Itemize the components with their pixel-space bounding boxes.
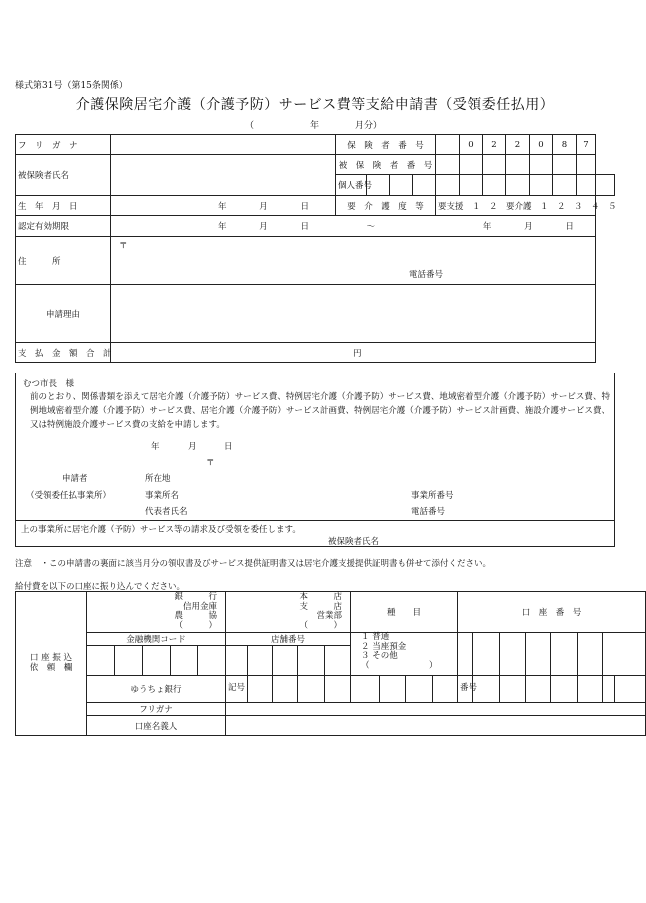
account-holder-label: 口座名義人: [87, 716, 226, 736]
personal-number-box[interactable]: [390, 175, 413, 196]
account-digit-box[interactable]: [551, 633, 578, 676]
office-name-label: 事業所名: [145, 491, 180, 501]
period-open: （: [245, 121, 255, 131]
personal-number-box[interactable]: [460, 175, 483, 196]
symbol-label: 記号: [226, 676, 248, 703]
decl-postal-mark: 〒: [206, 458, 215, 468]
bank-side-label: 口 座 振 込 依 頼 欄: [16, 592, 87, 736]
account-holder-input[interactable]: [226, 716, 646, 736]
attachment-note: 注意 ・この申請書の裏面に該当月分の領収書及びサービス提供証明書又は居宅介護支援提供証明書も併せて添付ください。: [15, 559, 492, 569]
institution-code-box[interactable]: [87, 646, 115, 676]
symbol-box[interactable]: [380, 676, 406, 703]
branch-code-box[interactable]: [226, 646, 248, 676]
period-month: 月分）: [355, 121, 383, 131]
decl-month: 月: [188, 442, 197, 452]
personal-number-box[interactable]: [483, 175, 506, 196]
yucho-label: ゆうちょ銀行: [87, 676, 226, 703]
reason-label: 申請理由: [16, 285, 111, 343]
yucho-number-box[interactable]: [551, 676, 578, 703]
symbol-box[interactable]: [298, 676, 325, 703]
yucho-number-box[interactable]: [526, 676, 551, 703]
insured-name-label: 被保険者氏名: [16, 155, 111, 196]
holder-furigana-input[interactable]: [226, 703, 646, 716]
symbol-box[interactable]: [248, 676, 273, 703]
valid-to-year: 年: [482, 222, 492, 232]
branch-code-box[interactable]: [248, 646, 273, 676]
branch-code-box[interactable]: [298, 646, 325, 676]
applicant-sub-label: （受領委任払事業所）: [26, 491, 112, 501]
symbol-box[interactable]: [406, 676, 433, 703]
address-field[interactable]: [111, 237, 596, 285]
personal-number-box[interactable]: [413, 175, 436, 196]
valid-to-month: 月: [524, 222, 533, 232]
symbol-box[interactable]: [433, 676, 458, 703]
account-digit-box[interactable]: [500, 633, 526, 676]
insured-number-box[interactable]: [553, 155, 577, 175]
valid-period-label: 認定有効期限: [16, 216, 111, 237]
insurer-digit-blank: [436, 135, 460, 155]
insured-number-box[interactable]: [436, 155, 460, 175]
insurer-digit: 0: [460, 135, 483, 155]
valid-from-year: 年: [218, 222, 227, 232]
holder-furigana-label: フリガナ: [87, 703, 226, 716]
insurer-number-label: 保 険 者 番 号: [336, 135, 436, 155]
applicant-label: 申請者: [62, 474, 88, 484]
addressee: むつ市長 様: [23, 379, 75, 389]
symbol-box[interactable]: [351, 676, 380, 703]
number-label: 番号: [458, 676, 473, 703]
birth-day: 日: [300, 201, 309, 212]
furigana-input[interactable]: [111, 135, 336, 155]
furigana-label: フ リ ガ ナ: [16, 135, 111, 155]
insured-number-box[interactable]: [483, 155, 506, 175]
personal-number-box[interactable]: [577, 175, 596, 196]
office-number-label: 事業所番号: [411, 491, 454, 501]
valid-period-field[interactable]: [111, 216, 596, 237]
delegation-text: 上の事業所に居宅介護（予防）サービス等の請求及び受領を委任します。: [21, 525, 301, 535]
declaration-box: [15, 373, 615, 547]
total-payment-label: 支 払 金 額 合 計: [16, 343, 111, 363]
care-level-options[interactable]: 要支援 １ ２ 要介護 １ ２ ３ ４ ５: [436, 196, 596, 216]
account-digit-box[interactable]: [603, 633, 646, 676]
insured-number-label: 被 保 険 者 番 号: [336, 155, 436, 175]
form-title: 介護保険居宅介護（介護予防）サービス費等支給申請書（受領委任払用）: [75, 97, 555, 113]
delegation-insured-name: 被保険者氏名: [328, 537, 380, 547]
branch-code-label: 店舗番号: [226, 633, 351, 646]
account-type-label: 種 目: [351, 592, 458, 633]
personal-number-box[interactable]: [436, 175, 460, 196]
birth-year: 年: [218, 201, 227, 212]
institution-code-box[interactable]: [115, 646, 143, 676]
location-label: 所在地: [145, 474, 171, 484]
insured-number-box[interactable]: [577, 155, 596, 175]
insurer-digit: 2: [483, 135, 506, 155]
insured-number-box[interactable]: [506, 155, 530, 175]
valid-from-month: 月: [259, 222, 268, 232]
insured-number-box[interactable]: [460, 155, 483, 175]
applicant-table: [15, 134, 615, 363]
branch-type-cell[interactable]: 本 店 支 店 営業部 （ ）: [226, 592, 351, 633]
account-number-label: 口 座 番 号: [458, 592, 646, 633]
birthdate-label: 生 年 月 日: [16, 196, 111, 216]
institution-code-label: 金融機関コード: [87, 633, 226, 646]
declaration-body: 前のとおり、関係書類を添えて居宅介護（介護予防）サービス費、特例居宅介護（介護予防）サービス費、地域密着型介護（介護予防）サービス費、特例地域密着型介護（介護予防）サービス費、居宅介護（介護予防）サービス計画費、特例居宅介護（介護予防）サービス計画費、施設介護サービス費、又は特例施設介護サービス費の支給を申請します。: [30, 392, 610, 430]
yucho-number-box[interactable]: [578, 676, 603, 703]
birthdate-field[interactable]: [111, 196, 336, 216]
declaration-divider: [16, 520, 614, 521]
period-tilde: ～: [366, 222, 376, 232]
address-label: 住 所: [16, 237, 111, 285]
account-digit-box[interactable]: [458, 633, 473, 676]
personal-number-box[interactable]: [530, 175, 553, 196]
bank-intro: 給付費を以下の口座に振り込んでください。: [15, 582, 186, 592]
account-digit-box[interactable]: [578, 633, 603, 676]
insured-number-box[interactable]: [530, 155, 553, 175]
decl-year: 年: [151, 442, 160, 452]
insurer-digit: 8: [553, 135, 577, 155]
yen-unit: 円: [353, 348, 362, 359]
institution-code-box[interactable]: [198, 646, 226, 676]
insurer-digit: 7: [577, 135, 596, 155]
bank-type-cell[interactable]: 銀 行 信用金庫 農 協 （ ）: [87, 592, 226, 633]
insurer-digit: 2: [506, 135, 530, 155]
account-digit-box[interactable]: [473, 633, 500, 676]
birth-month: 月: [259, 201, 268, 212]
period-year: 年: [310, 121, 320, 131]
reason-field[interactable]: [111, 285, 596, 343]
valid-from-day: 日: [300, 222, 309, 232]
branch-code-box[interactable]: [325, 646, 351, 676]
yucho-number-box[interactable]: [500, 676, 526, 703]
representative-label: 代表者氏名: [145, 507, 188, 517]
form-number: 様式第31号（第15条関係）: [15, 81, 128, 91]
yucho-number-box[interactable]: [615, 676, 646, 703]
institution-code-box[interactable]: [171, 646, 198, 676]
symbol-box[interactable]: [325, 676, 351, 703]
total-payment-field[interactable]: [111, 343, 596, 363]
decl-phone-label: 電話番号: [411, 507, 446, 517]
address-postal-mark: 〒: [119, 241, 128, 251]
personal-number-box[interactable]: [506, 175, 530, 196]
insurer-digit: 0: [530, 135, 553, 155]
symbol-box[interactable]: [273, 676, 298, 703]
account-type-options[interactable]: １ 普通 ２ 当座預金 ３ その他 （ ）: [351, 633, 458, 676]
personal-number-box[interactable]: [553, 175, 577, 196]
personal-number-label: 個人番号: [336, 175, 367, 196]
personal-number-box[interactable]: [596, 175, 615, 196]
valid-to-day: 日: [565, 222, 574, 232]
account-digit-box[interactable]: [526, 633, 551, 676]
insured-name-input[interactable]: [111, 155, 336, 196]
decl-day: 日: [224, 442, 233, 452]
care-level-label: 要 介 護 度 等: [336, 196, 436, 216]
branch-code-box[interactable]: [273, 646, 298, 676]
address-phone-label: 電話番号: [409, 270, 444, 280]
yucho-number-box[interactable]: [603, 676, 615, 703]
bank-transfer-table: [15, 591, 646, 736]
institution-code-box[interactable]: [143, 646, 171, 676]
